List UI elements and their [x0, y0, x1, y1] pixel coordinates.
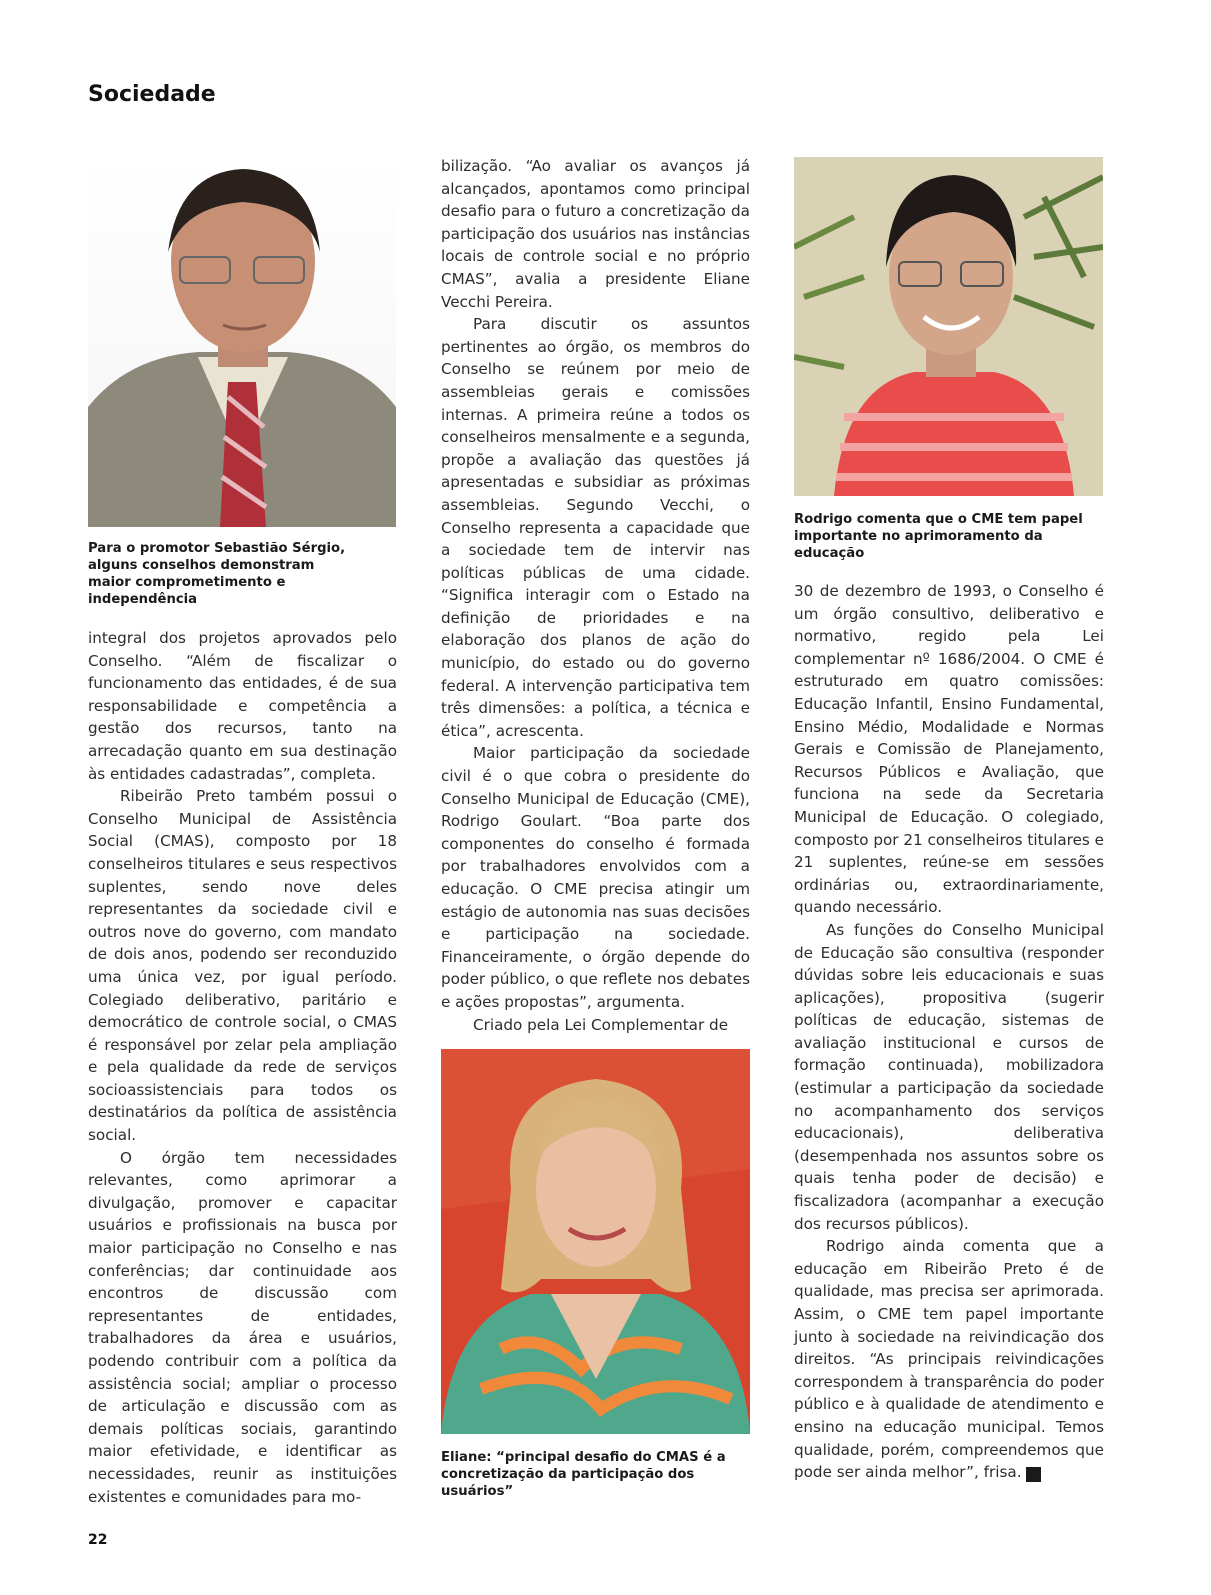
- eliane-photo-caption: Eliane: “principal desafio do CMAS é a concretização da participação dos usuários”: [441, 1450, 726, 1499]
- paragraph: integral dos projetos aprovados pelo Conselho. “Além de fiscalizar o funcionamento das entidades, é de sua responsabilidade e competência a gestão dos recursos, tanto na arrecadação quanto em sua destinação às entidades cadastradas”, completa.: [88, 629, 397, 783]
- eliane-photo: [441, 1049, 750, 1434]
- paragraph: bilização. “Ao avaliar os avanços já alcançados, apontamos como principal desafio para o futuro a concretização da participação dos usuários nas instâncias locais de controle social e no próprio CMAS”, avalia a presidente Eliane Vecchi Pereira.: [441, 157, 750, 311]
- article-end-mark: r: [1026, 1467, 1041, 1482]
- text-column-1: [88, 627, 397, 1508]
- text-column-3: [794, 580, 1104, 1484]
- page-number: 22: [88, 1532, 108, 1548]
- rodrigo-photo-caption: Rodrigo comenta que o CME tem papel importante no aprimoramento da educação: [794, 512, 1083, 561]
- rodrigo-photo: [794, 157, 1103, 496]
- sebastiao-photo: [88, 157, 396, 527]
- paragraph: O órgão tem necessidades relevantes, como aprimorar a divulgação, promover e capacitar usuários e profissionais na busca por maior participação no Conselho e nas conferências; dar continuidade aos encontros de discussão com representantes de entidades, trabalhadores da área e usuários, podendo contribuir com a política da assistência social; ampliar o processo de articulação e discussão com as demais políticas sociais, garantindo maior efetividade, e identificar as necessidades, reunir as instituições existentes e comunidades para mo-: [88, 1148, 397, 1506]
- paragraph: [794, 1235, 1104, 1484]
- paragraph: As funções do Conselho Municipal de Educação são consultiva (responder dúvidas sobre leis educacionais e suas aplicações), propositiva (sugerir políticas de educação, sistemas de avaliação institucional e cursos de formação continuada), mobilizadora (estimular a participação da sociedade no acompanhamento dos serviços educacionais), deliberativa (desempenhada nos assuntos sobre os quais tenha poder de decisão) e fiscalizadora (acompanhar a execução dos recursos públicos).: [794, 920, 1104, 1233]
- paragraph: Para discutir os assuntos pertinentes ao órgão, os membros do Conselho se reúnem por meio de assembleias gerais e comissões internas. A primeira reúne a todos os conselheiros mensalmente e a segunda, propõe a avaliação das questões já apresentadas e subsidiar as próximas assembleias. Segundo Vecchi, o Conselho representa a capacidade que a sociedade tem de intervir nas políticas públicas de uma cidade. “Significa interagir com o Estado na definição de prioridades e na elaboração dos planos de ação do município, do estado ou do governo federal. A intervenção participativa tem três dimensões: a política, a técnica e ética”, acrescenta.: [441, 315, 750, 740]
- section-title: Sociedade: [88, 82, 216, 107]
- sebastiao-photo-caption: Para o promotor Sebastião Sérgio, alguns conselhos demonstram maior comprometimento e independência: [88, 541, 346, 607]
- paragraph: 30 de dezembro de 1993, o Conselho é um órgão consultivo, deliberativo e normativo, regido pela Lei complementar nº 1686/2004. O CME é estruturado em quatro comissões: Educação Infantil, Ensino Fundamental, Ensino Médio, Modalidade e Normas Gerais e Comissão de Planejamento, Recursos Públicos e Avaliação, que funciona na sede da Secretaria Municipal de Educação. O colegiado, composto por 21 conselheiros titulares e 21 suplentes, reúne-se em sessões ordinárias ou, extraordinariamente, quando necessário.: [794, 582, 1105, 917]
- paragraph: Ribeirão Preto também possui o Conselho Municipal de Assistência Social (CMAS), composto por 18 conselheiros titulares e seus respectivos suplentes, sendo nove deles representantes da sociedade civil e outros nove do governo, com mandato de dois anos, podendo ser reconduzido uma única vez, por igual período. Colegiado deliberativo, paritário e democrático de controle social, o CMAS é responsável por zelar pela ampliação e pela qualidade da rede de serviços socioassistenciais para todos os destinatários da política de assistência social.: [88, 787, 397, 1145]
- paragraph: Maior participação da sociedade civil é o que cobra o presidente do Conselho Municipal de Educação (CME), Rodrigo Goulart. “Boa parte dos componentes do conselho é formada por trabalhadores envolvidos com a educação. O CME precisa atingir um estágio de autonomia nas suas decisões e participação na sociedade. Financeiramente, o órgão depende do poder público, o que reflete nos debates e ações propostas”, argumenta.: [441, 744, 750, 1011]
- paragraph-text: Rodrigo ainda comenta que a educação em Ribeirão Preto é de qualidade, mas precisa ser aprimorada. Assim, o CME tem papel importante junto à sociedade na reivindicação dos direitos. “As principais reivindicações correspondem à transparência do poder público e à qualidade de atendimento e ensino na educação municipal. Temos qualidade, porém, compreendemos que pode ser ainda melhor”, frisa.: [794, 1237, 1104, 1482]
- paragraph: Criado pela Lei Complementar de: [473, 1015, 729, 1034]
- text-column-2: [441, 155, 750, 1036]
